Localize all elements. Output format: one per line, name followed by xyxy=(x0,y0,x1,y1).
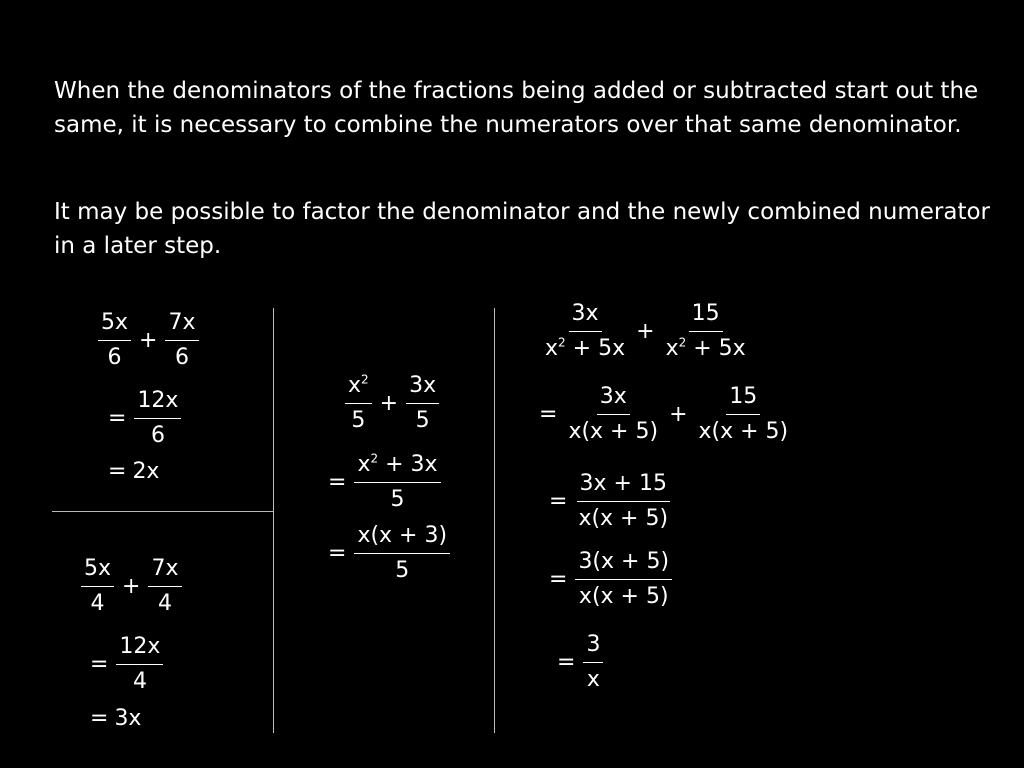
fraction: $\frac{5x}{4}$ xyxy=(81,556,114,617)
equals-sign: = xyxy=(549,489,568,514)
fraction: $\frac{x^2 + 3x}{5}$ xyxy=(354,452,440,513)
divider-vertical-left xyxy=(273,308,274,733)
ex1-step2: = 2x xyxy=(108,459,160,484)
ex2-problem xyxy=(79,556,184,617)
fraction: $\frac{7x}{6}$ xyxy=(165,310,198,371)
ex4-step3 xyxy=(543,549,674,610)
plus-sign: + xyxy=(669,402,688,427)
fraction: $\frac{3x}{x(x + 5)}$ xyxy=(568,384,659,444)
equals-sign: = xyxy=(539,402,558,427)
equals-sign: = xyxy=(328,541,347,566)
ex2-step2: = 3x xyxy=(90,706,142,731)
fraction: $\frac{3x}{x^2 + 5x}$ xyxy=(545,301,626,361)
plus-sign: + xyxy=(139,328,158,353)
plus-sign: + xyxy=(122,574,141,599)
ex1-step1 xyxy=(102,388,183,449)
fraction: $\frac{7x}{4}$ xyxy=(148,556,181,617)
plus-sign: + xyxy=(636,319,655,344)
equals-sign: = xyxy=(328,470,347,495)
divider-vertical-right xyxy=(494,308,495,733)
fraction: $\frac{12x}{4}$ xyxy=(116,634,163,695)
equals-sign: = xyxy=(108,406,127,431)
fraction: $\frac{3x + 15}{x(x + 5)}$ xyxy=(578,471,669,531)
fraction: $\frac{x^2}{5}$ xyxy=(345,373,372,434)
equals-sign: = xyxy=(557,650,576,675)
fraction: $\frac{x(x + 3)}{5}$ xyxy=(354,523,450,584)
fraction: $\frac{12x}{6}$ xyxy=(134,388,181,449)
ex1-problem xyxy=(96,310,201,371)
fraction: $\frac{3}{x}$ xyxy=(583,632,603,693)
intro-paragraph-2: It may be possible to factor the denominator and the newly combined numerator in a later step. xyxy=(54,199,990,259)
plus-sign: + xyxy=(379,391,399,416)
ex4-step4 xyxy=(551,632,605,693)
fraction: $\frac{3x}{5}$ xyxy=(406,373,439,434)
intro-paragraph-1: When the denominators of the fractions being added or subtracted start out the same, it is necessary to combine the numerators over that same denominator. xyxy=(54,78,979,138)
divider-horizontal xyxy=(52,511,273,512)
ex4-step1 xyxy=(533,384,793,445)
equals-sign: = xyxy=(90,652,109,677)
ex4-problem xyxy=(540,301,751,362)
fraction: $\frac{5x}{6}$ xyxy=(98,310,131,371)
ex3-problem xyxy=(343,373,441,434)
equals-sign: = xyxy=(108,459,127,484)
fraction: $\frac{3(x + 5)}{x(x + 5)}$ xyxy=(575,549,672,610)
fraction: $\frac{15}{x^2 + 5x}$ xyxy=(665,301,746,361)
ex3-step2 xyxy=(322,523,452,584)
equals-sign: = xyxy=(549,567,568,592)
ex3-step1 xyxy=(322,452,443,513)
fraction: $\frac{15}{x(x + 5)}$ xyxy=(698,384,789,444)
ex4-step2 xyxy=(543,471,673,532)
ex2-step1 xyxy=(84,634,165,695)
equals-sign: = xyxy=(90,706,109,731)
